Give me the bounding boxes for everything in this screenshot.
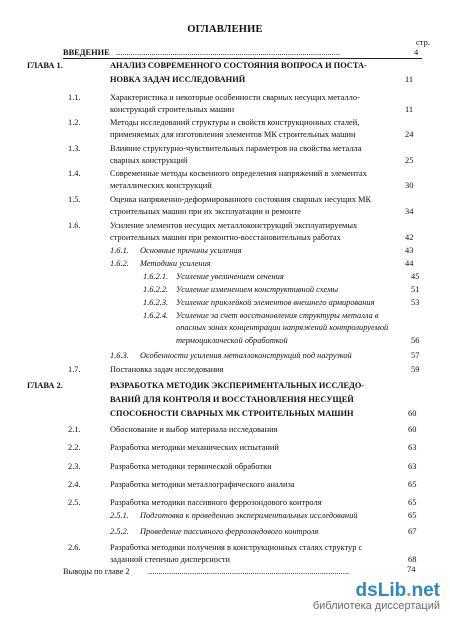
toc-section-1-6-1-label[interactable]: Основные причины усиления <box>140 246 242 255</box>
toc-section-1-4-line-2[interactable]: металлических конструкций <box>110 181 212 190</box>
logo-dot: . <box>406 580 412 601</box>
toc-section-1-3-line-1[interactable]: Влияние структурно-чувствительных параметров на свойства металла <box>110 144 362 153</box>
toc-section-1-6-2-1-number: 1.6.2.1. <box>143 272 169 281</box>
toc-section-1-2-line-1[interactable]: Методы исследований структуры и свойств конструкционных сталей, <box>110 118 360 127</box>
toc-section-1-6-3-label[interactable]: Особенности усиления металлоконструкций под нагрузкой <box>140 351 352 360</box>
toc-section-1-6-2-4-line-1[interactable]: Усиление за счет восстановления структуры металла в <box>176 311 379 320</box>
toc-section-2-5-2-label[interactable]: Проведение пассивного феррозондового контроля <box>140 527 319 536</box>
toc-section-1-6-line-1[interactable]: Усиление элементов несущих металлоконструкций эксплуатируемых <box>110 221 358 230</box>
toc-section-1-1-line-2[interactable]: конструкций строительных машин <box>110 105 235 114</box>
toc-section-1-6-3-number: 1.6.3. <box>110 351 129 360</box>
toc-section-1-6-3-page: 57 <box>411 351 420 360</box>
toc-section-2-5-page: 65 <box>408 498 417 507</box>
toc-chapter-2-number: ГЛАВА 2. <box>27 381 63 390</box>
divider-line <box>63 58 422 59</box>
toc-section-2-1-page: 60 <box>408 425 417 434</box>
toc-section-2-6-page: 68 <box>408 555 417 564</box>
toc-section-2-6-line-1[interactable]: Разработка методики получения в конструкционных сталях структур с <box>110 543 363 552</box>
toc-section-1-2-page: 24 <box>405 130 414 139</box>
toc-section-2-5-1-label[interactable]: Подготовка к проведению экспериментальных исследований <box>140 511 358 520</box>
toc-section-2-5-1-number: 2.5.1. <box>110 511 129 520</box>
toc-section-1-6-2-page: 44 <box>405 259 414 268</box>
toc-section-2-5-2-page: 67 <box>408 527 417 536</box>
toc-section-2-4-label[interactable]: Разработка методики металлографического анализа <box>110 480 295 489</box>
toc-chapter-1-line-1[interactable]: АНАЛИЗ СОВРЕМЕННОГО СОСТОЯНИЯ ВОПРОСА И ПОСТА- <box>110 61 367 70</box>
toc-section-1-6-2-label[interactable]: Методики усиления <box>140 259 211 268</box>
toc-section-1-6-2-4-line-2[interactable]: опасных зонах концентрации напряжений контролируемой <box>176 323 389 332</box>
toc-section-1-6-2-3-label[interactable]: Усиление приклейкой элементов внешнего армирования <box>176 298 375 307</box>
toc-section-1-4-number: 1.4. <box>68 169 81 178</box>
toc-section-1-6-2-4-line-3[interactable]: термоциклической обработкой <box>176 336 288 345</box>
toc-section-1-5-line-1[interactable]: Оценка напряженно-деформированного состояния сварных несущих МК <box>110 195 372 204</box>
toc-section-1-7-page: 59 <box>411 365 420 374</box>
toc-section-2-2-page: 63 <box>408 443 417 452</box>
toc-section-2-3-page: 63 <box>408 462 417 471</box>
toc-section-2-4-page: 65 <box>408 480 417 489</box>
toc-section-2-1-label[interactable]: Обоснование и выбор материала исследования <box>110 425 278 434</box>
toc-section-2-5-2-number: 2.5.2. <box>110 527 129 536</box>
toc-section-1-7-number: 1.7. <box>68 365 81 374</box>
toc-section-1-3-line-2[interactable]: сварных конструкций <box>110 156 188 165</box>
toc-section-1-6-1-page: 43 <box>405 246 414 255</box>
toc-section-1-6-2-2-number: 1.6.2.2. <box>143 285 169 294</box>
toc-section-2-5-label[interactable]: Разработка методики пассивного феррозондового контроля <box>110 498 322 507</box>
toc-section-2-2-number: 2.2. <box>68 443 81 452</box>
toc-conclusions-2-page: 74 <box>407 565 416 574</box>
toc-section-2-5-1-page: 65 <box>408 511 417 520</box>
toc-chapter-2-line-2[interactable]: ВАНИЙ ДЛЯ КОНТРОЛЯ И ВОССТАНОВЛЕНИЯ НЕСУЩЕЙ <box>110 395 354 404</box>
toc-section-1-6-2-3-page: 53 <box>411 298 420 307</box>
toc-section-1-5-page: 34 <box>405 207 414 216</box>
toc-intro-label[interactable]: ВВЕДЕНИЕ <box>63 48 110 57</box>
toc-section-2-3-number: 2.3. <box>68 462 81 471</box>
logo-tld-text: net <box>411 580 440 601</box>
toc-section-1-5-number: 1.5. <box>68 195 81 204</box>
toc-chapter-1-line-2[interactable]: НОВКА ЗАДАЧ ИССЛЕДОВАНИЙ <box>110 75 246 84</box>
toc-title: ОГЛАВЛЕНИЕ <box>187 24 263 35</box>
toc-section-2-1-number: 2.1. <box>68 425 81 434</box>
toc-section-2-6-number: 2.6. <box>68 543 81 552</box>
toc-section-1-6-2-number: 1.6.2. <box>110 259 129 268</box>
toc-section-1-5-line-2[interactable]: строительных машин при их эксплуатации и ремонте <box>110 207 301 216</box>
toc-section-1-2-number: 1.2. <box>68 118 81 127</box>
logo-main-text: dsLib <box>355 580 407 601</box>
toc-chapter-2-page: 60 <box>408 409 417 418</box>
toc-section-2-6-line-2[interactable]: заданной степенью дисперсности <box>110 555 230 564</box>
toc-section-1-6-2-1-page: 45 <box>411 272 420 281</box>
toc-conclusions-2-leader: ................................................................................................ <box>148 567 349 576</box>
toc-section-1-4-page: 30 <box>405 181 414 190</box>
toc-section-1-6-number: 1.6. <box>68 221 81 230</box>
toc-section-1-6-2-4-page: 56 <box>411 336 420 345</box>
toc-section-1-3-number: 1.3. <box>68 144 81 153</box>
toc-section-1-6-page: 42 <box>405 233 414 242</box>
toc-section-1-6-2-3-number: 1.6.2.3. <box>143 298 169 307</box>
toc-section-1-6-2-4-number: 1.6.2.4. <box>143 311 169 320</box>
toc-chapter-2-line-3[interactable]: СПОСОБНОСТИ СВАРНЫХ МК СТРОИТЕЛЬНЫХ МАШИН <box>110 409 354 418</box>
toc-section-1-3-page: 25 <box>405 156 414 165</box>
toc-intro-leader: ........................................................................................................... <box>116 48 341 57</box>
toc-section-1-1-page: 11 <box>405 105 414 114</box>
toc-section-2-3-label[interactable]: Разработка методики термической обработки <box>110 462 272 471</box>
toc-section-1-6-line-2[interactable]: строительных машин при ремонтно-восстановительных работах <box>110 233 341 242</box>
toc-section-2-5-number: 2.5. <box>68 498 81 507</box>
toc-section-1-6-2-2-page: 51 <box>411 285 420 294</box>
toc-section-1-2-line-2[interactable]: применяемых для изготовления элементов МК строительных машин <box>110 130 356 139</box>
toc-section-1-6-2-2-label[interactable]: Усиление изменением конструктивной схемы <box>176 285 338 294</box>
dslib-watermark <box>313 580 440 612</box>
toc-section-1-1-number: 1.1. <box>68 93 81 102</box>
toc-section-2-4-number: 2.4. <box>68 480 81 489</box>
page-column-label: стр. <box>416 37 430 47</box>
toc-chapter-1-page: 11 <box>405 75 414 84</box>
toc-conclusions-2-label[interactable]: Выводы по главе 2 <box>63 567 130 576</box>
toc-section-1-6-2-1-label[interactable]: Усиление увеличением сечения <box>176 272 284 281</box>
watermark-subtitle: библиотека диссертаций <box>312 600 440 612</box>
toc-chapter-1-number: ГЛАВА 1. <box>27 61 63 70</box>
toc-section-1-7-label[interactable]: Постановка задач исследования <box>110 365 224 374</box>
toc-section-1-4-line-1[interactable]: Современные методы косвенного определения напряжений в элементах <box>110 169 367 178</box>
toc-chapter-2-line-1[interactable]: РАЗРАБОТКА МЕТОДИК ЭКСПЕРИМЕНТАЛЬНЫХ ИССЛЕДО- <box>110 381 365 390</box>
dslib-logo <box>313 580 440 602</box>
toc-section-2-2-label[interactable]: Разработка методики механических испытаний <box>110 443 279 452</box>
toc-section-1-1-line-1[interactable]: Характеристика и некоторые особенности сварных несущих металло- <box>110 93 360 102</box>
toc-intro-page: 4 <box>414 48 419 57</box>
toc-section-1-6-1-number: 1.6.1. <box>110 246 129 255</box>
